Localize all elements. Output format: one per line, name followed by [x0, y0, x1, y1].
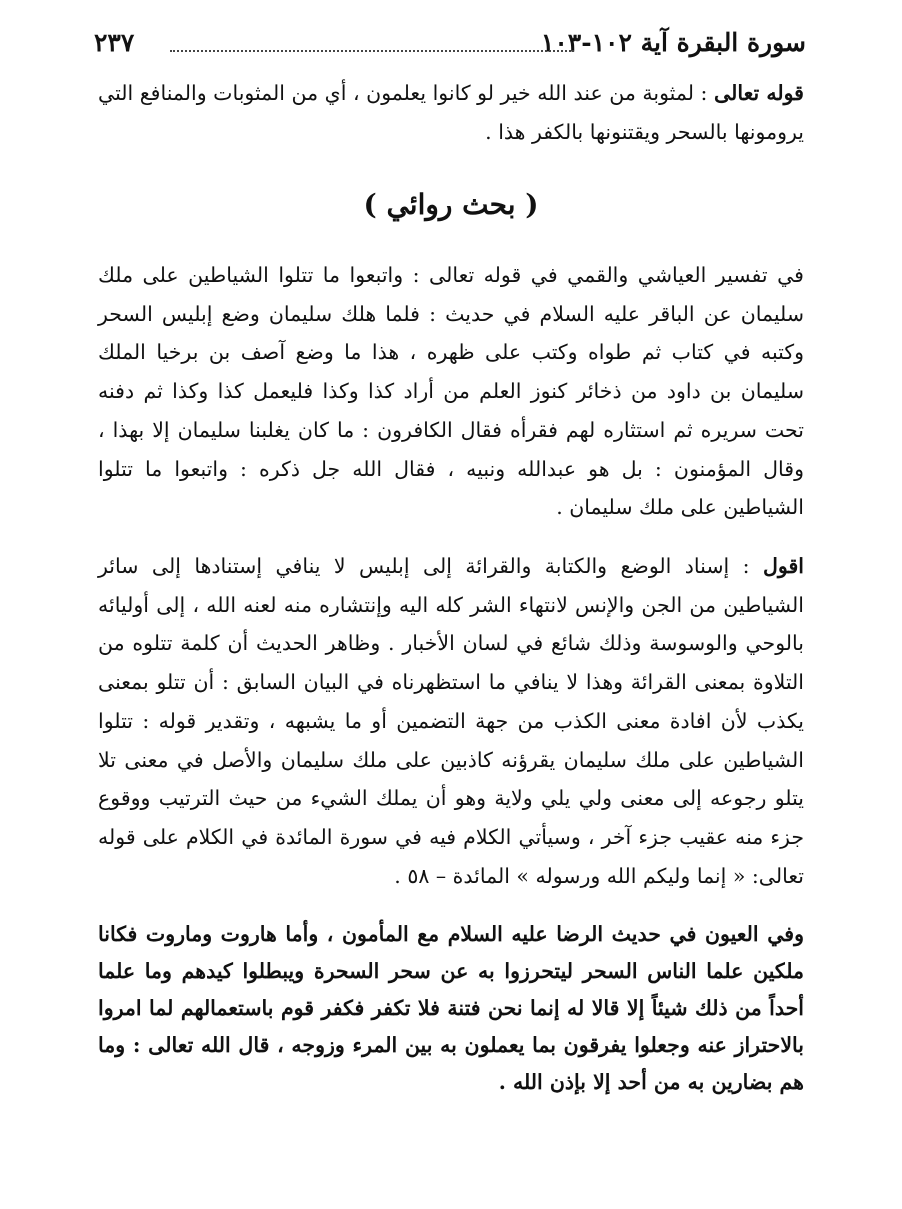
intro-paragraph — [98, 74, 804, 151]
commentary-lead: اقول — [763, 554, 804, 578]
running-title: سورة البقرة آية ١٠٢-١٠٣ — [540, 28, 806, 57]
commentary-text: : إسناد الوضع والكتابة والقرائة إلى إبليس لا ينافي إستنادها إلى سائر الشياطين من الجن والإنس لانتهاء الشر كله اليه وإنتشاره منه لعنه الله ، إلى أوليائه بالوحي والوسوسة وذلك شائع في لسان الأخبار . وظاهر الحديث أن كلمة تتلوه من التلاوة بمعنى القرائة وهذا لا ينافي ما استظهرناه في البيان السابق : أن تتلو بمعنى يكذب لأن افادة معنى الكذب من جهة التضمين أو ما يشبهه ، وتقدير قوله : تتلوا الشياطين على ملك سليمان يقرؤنه كاذبين على ملك سليمان والأصل في معنى تلا يتلو رجوعه إلى معنى ولي يلي ولاية وهو أن يملك الشيء من حيث الترتيب ووقوع جزء منه عقيب جزء آخر ، وسيأتي الكلام فيه في سورة المائدة في الكلام على قوله تعالى: « إنما وليكم الله ورسوله » المائدة – ٥٨ . — [98, 554, 804, 888]
intro-lead: قوله تعالى — [714, 81, 804, 105]
page-number: ٢٣٧ — [94, 28, 135, 57]
header-dotted-rule — [170, 50, 574, 52]
narration-text-2: وفي العيون في حديث الرضا عليه السلام مع المأمون ، وأما هاروت وماروت فكانا ملكين علما الناس السحر ليتحرزوا به عن سحر السحرة ويبطلوا كيدهم وما علما أحداً من ذلك شيئاً إلا قالا له إنما نحن فتنة فلا تكفر فكفر قوم باستعمالهم لما امروا بالاحتراز عنه وجعلوا يفرقون بما يعملون به بين المرء وزوجه ، قال الله تعالى : وما هم بضارين به من أحد إلا بإذن الله . — [98, 922, 804, 1094]
narration-paragraph-1 — [98, 256, 804, 527]
intro-text: : لمثوبة من عند الله خير لو كانوا يعلمون ، أي من المثوبات والمنافع التي يرومونها بالسحر ويقتنونها بالكفر هذا . — [98, 81, 804, 144]
narration-paragraph-2 — [98, 916, 804, 1101]
commentary-paragraph — [98, 547, 804, 895]
section-heading: ( بحث روائي ) — [363, 188, 539, 221]
page-header — [94, 28, 806, 62]
narration-text-1: في تفسير العياشي والقمي في قوله تعالى : واتبعوا ما تتلوا الشياطين على ملك سليمان عن الباقر عليه السلام في حديث : فلما هلك سليمان وضع إبليس السحر وكتبه في كتاب ثم طواه وكتب على ظهره ، هذا ما وضع آصف بن برخيا الملك سليمان بن داود من ذخائر كنوز العلم من أراد كذا وكذا فليعمل كذا وكذا ثم دفنه تحت سريره ثم استثاره لهم فقرأه فقال الكافرون : ما كان يغلبنا سليمان إلا بهذا ، وقال المؤمنون : بل هو عبدالله ونبيه ، فقال الله جل ذكره : واتبعوا ما تتلوا الشياطين على ملك سليمان . — [98, 263, 804, 520]
